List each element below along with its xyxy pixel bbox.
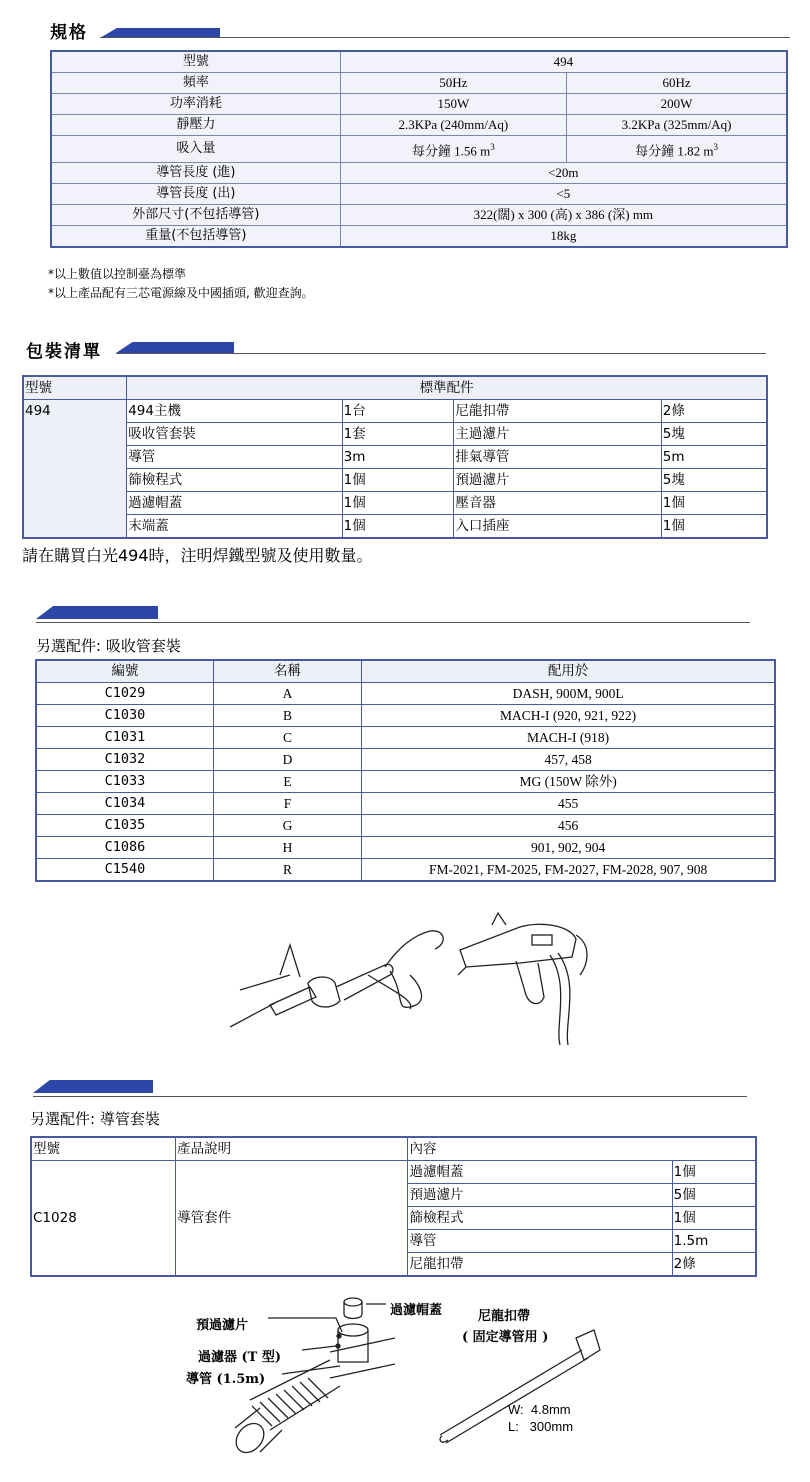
suction-header-row xyxy=(36,660,775,683)
spec-label: 導管長度 (進) xyxy=(51,163,340,184)
packing-item: 主過濾片 xyxy=(454,423,661,446)
spec-value: 322(闊) x 300 (高) x 386 (深) mm xyxy=(340,205,787,226)
section-divider xyxy=(36,622,750,623)
duct-desc: 導管套件 xyxy=(176,1161,408,1277)
spec-value: 18kg xyxy=(340,226,787,248)
duct-header-desc: 產品說明 xyxy=(176,1137,408,1161)
duct-row xyxy=(31,1161,756,1184)
suction-code: C1540 xyxy=(36,859,213,882)
packing-qty: 1個 xyxy=(342,515,454,539)
spec-row xyxy=(51,115,787,136)
duct-qty: 1個 xyxy=(672,1161,756,1184)
spec-label: 功率消耗 xyxy=(51,94,340,115)
spec-value-text: 每分鐘 1.82 m xyxy=(635,143,714,159)
packing-row xyxy=(23,492,767,515)
packing-item: 導管 xyxy=(127,446,342,469)
order-note: 請在購買白光494時，注明焊鐵型號及使用數量。 xyxy=(22,546,373,565)
spec-label: 吸入量 xyxy=(51,136,340,163)
suction-table xyxy=(35,659,776,882)
suction-row xyxy=(36,771,775,793)
desoldering-gun-illustration xyxy=(458,913,587,1045)
packing-qty: 1個 xyxy=(342,492,454,515)
spec-row xyxy=(51,94,787,115)
spec-note-1: *以上數值以控制臺為標準 xyxy=(48,267,187,281)
suction-row xyxy=(36,749,775,771)
packing-row xyxy=(23,423,767,446)
suction-code: C1029 xyxy=(36,683,213,705)
packing-item: 過濾帽蓋 xyxy=(127,492,342,515)
label-nylon-tie: 尼龍扣帶 xyxy=(478,1309,531,1324)
suction-code: C1032 xyxy=(36,749,213,771)
label-filter-cap: 過濾帽蓋 xyxy=(390,1303,443,1318)
duct-model: C1028 xyxy=(31,1161,176,1277)
spec-label: 頻率 xyxy=(51,73,340,94)
spec-value-text: 每分鐘 1.56 m xyxy=(411,143,491,159)
spec-label: 導管長度 (出) xyxy=(51,184,340,205)
packing-item: 494主機 xyxy=(127,400,342,423)
suction-use: 457, 458 xyxy=(362,749,775,771)
label-nylon-tie-sub: ( 固定導管用 ) xyxy=(462,1330,549,1345)
suction-header-use: 配用於 xyxy=(362,660,775,683)
spec-value-50hz: 150W xyxy=(340,94,566,115)
suction-name: A xyxy=(213,683,361,705)
suction-code: C1033 xyxy=(36,771,213,793)
suction-header-name: 名稱 xyxy=(213,660,361,683)
packing-row xyxy=(23,515,767,539)
duct-table xyxy=(30,1136,757,1277)
duct-item: 預過濾片 xyxy=(408,1184,672,1207)
packing-header-model: 型號 xyxy=(23,376,127,400)
suction-row xyxy=(36,837,775,859)
duct-qty: 1.5m xyxy=(672,1230,756,1253)
suction-use: MG (150W 除外) xyxy=(362,771,775,793)
packing-qty: 5m xyxy=(661,446,767,469)
suction-code: C1086 xyxy=(36,837,213,859)
suction-use: DASH, 900M, 900L xyxy=(362,683,775,705)
spec-value-60hz: 200W xyxy=(567,94,787,115)
suction-name: H xyxy=(213,837,361,859)
packing-qty: 1套 xyxy=(342,423,454,446)
suction-use: 901, 902, 904 xyxy=(362,837,775,859)
packing-row xyxy=(23,400,767,423)
suction-row xyxy=(36,683,775,705)
packing-qty: 1台 xyxy=(342,400,454,423)
suction-row xyxy=(36,727,775,749)
spec-row xyxy=(51,51,787,73)
tool-illustration xyxy=(220,905,600,1055)
packing-table xyxy=(22,375,768,539)
packing-item: 篩檢程式 xyxy=(127,469,342,492)
spec-note-2: *以上產品配有三芯電源線及中國插頭, 歡迎查詢。 xyxy=(48,286,314,300)
duct-header-content: 內容 xyxy=(408,1137,756,1161)
packing-header-row xyxy=(23,376,767,400)
spec-section-title: 規格 xyxy=(50,23,88,43)
label-width: W: 4.8mm xyxy=(508,1402,571,1417)
suction-code: C1034 xyxy=(36,793,213,815)
duct-title: 另選配件: 導管套裝 xyxy=(30,1110,160,1128)
suction-code: C1030 xyxy=(36,705,213,727)
soldering-iron-illustration xyxy=(230,931,443,1027)
label-length: L: 300mm xyxy=(508,1419,574,1434)
label-pre-filter: 預過濾片 xyxy=(196,1318,249,1333)
packing-item: 壓音器 xyxy=(454,492,661,515)
duct-item: 篩檢程式 xyxy=(408,1207,672,1230)
section-divider xyxy=(116,353,766,354)
spec-label: 重量(不包括導管) xyxy=(51,226,340,248)
duct-qty: 2條 xyxy=(672,1253,756,1277)
duct-header-model: 型號 xyxy=(31,1137,176,1161)
duct-item: 尼龍扣帶 xyxy=(408,1253,672,1277)
spec-value: <5 xyxy=(340,184,787,205)
packing-item: 末端蓋 xyxy=(127,515,342,539)
packing-header-std: 標準配件 xyxy=(127,376,767,400)
section-divider xyxy=(33,1096,747,1097)
duct-item: 導管 xyxy=(408,1230,672,1253)
spec-value-60hz: 3.2KPa (325mm/Aq) xyxy=(567,115,787,136)
spec-row xyxy=(51,73,787,94)
suction-name: D xyxy=(213,749,361,771)
suction-row xyxy=(36,815,775,837)
spec-label: 外部尺寸(不包括導管) xyxy=(51,205,340,226)
spec-row xyxy=(51,163,787,184)
spec-label: 靜壓力 xyxy=(51,115,340,136)
packing-item: 預過濾片 xyxy=(454,469,661,492)
suction-row xyxy=(36,859,775,882)
label-t-filter: 過濾器 (T 型) xyxy=(198,1350,282,1365)
packing-qty: 5塊 xyxy=(661,423,767,446)
section-accent-bar xyxy=(116,342,234,353)
packing-qty: 3m xyxy=(342,446,454,469)
packing-row xyxy=(23,469,767,492)
duct-qty: 1個 xyxy=(672,1207,756,1230)
spec-value-50hz: 50Hz xyxy=(340,73,566,94)
suction-use: MACH-I (918) xyxy=(362,727,775,749)
section-accent-bar xyxy=(36,606,158,619)
suction-name: R xyxy=(213,859,361,882)
suction-use: MACH-I (920, 921, 922) xyxy=(362,705,775,727)
unit-superscript: 3 xyxy=(490,141,495,152)
suction-name: B xyxy=(213,705,361,727)
label-duct: 導管 (1.5m) xyxy=(186,1372,266,1387)
suction-name: F xyxy=(213,793,361,815)
packing-item: 尼龍扣帶 xyxy=(454,400,661,423)
spec-value-60hz xyxy=(567,136,787,163)
spec-value-50hz xyxy=(340,136,566,163)
duct-item: 過濾帽蓋 xyxy=(408,1161,672,1184)
unit-superscript: 3 xyxy=(713,141,718,152)
suction-row xyxy=(36,793,775,815)
packing-qty: 1個 xyxy=(342,469,454,492)
spec-row xyxy=(51,136,787,163)
section-divider xyxy=(100,37,790,38)
packing-item: 排氣導管 xyxy=(454,446,661,469)
suction-title: 另選配件: 吸收管套裝 xyxy=(36,637,181,655)
suction-use: 455 xyxy=(362,793,775,815)
packing-qty: 5塊 xyxy=(661,469,767,492)
suction-name: G xyxy=(213,815,361,837)
suction-use: FM-2021, FM-2025, FM-2027, FM-2028, 907, 908 xyxy=(362,859,775,882)
packing-row xyxy=(23,446,767,469)
spec-label: 型號 xyxy=(51,51,340,73)
suction-name: C xyxy=(213,727,361,749)
packing-qty: 1個 xyxy=(661,492,767,515)
packing-section-title: 包裝清單 xyxy=(26,342,102,362)
spec-value-50hz: 2.3KPa (240mm/Aq) xyxy=(340,115,566,136)
packing-qty: 1個 xyxy=(661,515,767,539)
section-accent-bar xyxy=(33,1080,153,1093)
suction-use: 456 xyxy=(362,815,775,837)
duct-qty: 5個 xyxy=(672,1184,756,1207)
suction-name: E xyxy=(213,771,361,793)
spec-value: <20m xyxy=(340,163,787,184)
spec-value-60hz: 60Hz xyxy=(567,73,787,94)
suction-code: C1031 xyxy=(36,727,213,749)
packing-item: 吸收管套裝 xyxy=(127,423,342,446)
packing-item: 入口插座 xyxy=(454,515,661,539)
suction-code: C1035 xyxy=(36,815,213,837)
packing-model: 494 xyxy=(23,400,127,539)
spec-row xyxy=(51,226,787,248)
spec-row xyxy=(51,184,787,205)
packing-qty: 2條 xyxy=(661,400,767,423)
spec-value: 494 xyxy=(340,51,787,73)
spec-row xyxy=(51,205,787,226)
suction-header-code: 編號 xyxy=(36,660,213,683)
suction-row xyxy=(36,705,775,727)
duct-header-row xyxy=(31,1137,756,1161)
spec-table xyxy=(50,50,788,248)
